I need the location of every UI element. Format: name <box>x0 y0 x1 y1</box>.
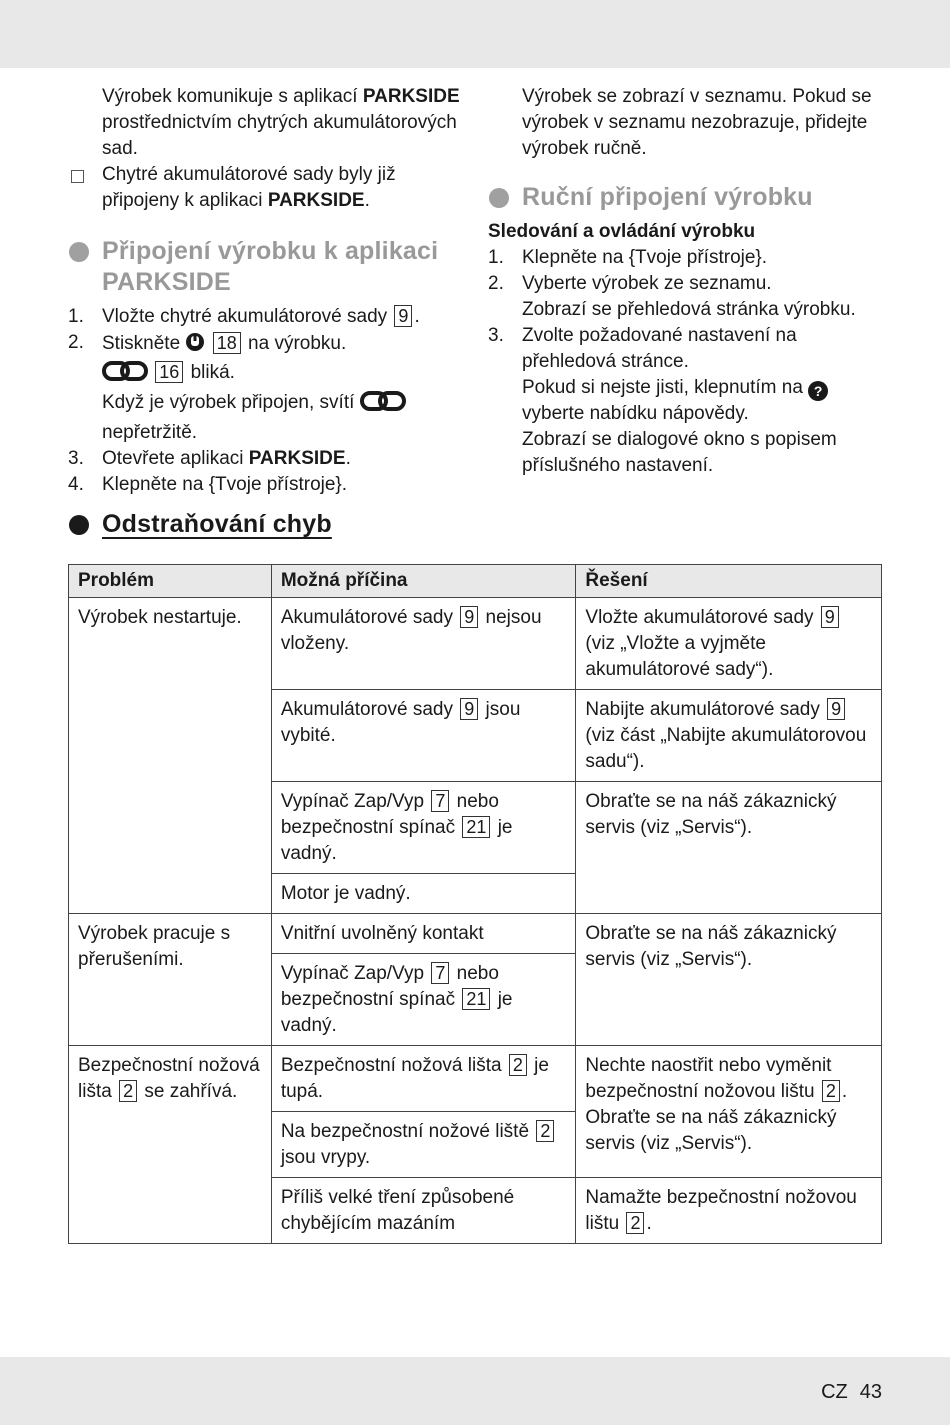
right-step-3 <box>488 323 888 479</box>
step-number: 2. <box>488 273 504 294</box>
solution-cell <box>576 690 882 782</box>
step-note: vyberte nabídku nápovědy. <box>522 403 749 424</box>
solution-text: Obraťte se na náš zákaznický servis (viz „Servis“). <box>585 1107 837 1154</box>
problem-text: se zahřívá. <box>144 1081 238 1102</box>
section-heading-troubleshooting <box>68 509 602 540</box>
part-ref: 9 <box>827 698 845 720</box>
cause-cell <box>271 782 576 874</box>
step-number: 1. <box>488 247 504 268</box>
cause-text: je vadný. <box>280 817 513 864</box>
column-header-problem: Problém <box>69 565 272 598</box>
step-brand: PARKSIDE <box>248 448 346 469</box>
page-number: 43 <box>859 1381 882 1403</box>
intro-rest: prostřednictvím chytrých akumulátorových sad. <box>102 112 457 159</box>
step-number: 3. <box>68 448 84 469</box>
step-number: 1. <box>68 306 84 327</box>
step-1 <box>68 304 468 330</box>
cause-text: Vypínač Zap/Vyp <box>280 791 425 812</box>
step-text: Vyberte výrobek ze seznamu. <box>522 273 772 294</box>
part-ref: 9 <box>394 305 412 327</box>
cause-cell <box>271 1112 576 1178</box>
step-4 <box>68 472 468 498</box>
cause-text: nejsou vloženy. <box>280 607 542 654</box>
solution-text: . <box>841 1081 848 1102</box>
cause-cell <box>271 690 576 782</box>
part-ref: 21 <box>462 816 490 838</box>
column-header-cause: Možná příčina <box>271 565 576 598</box>
cause-text: Motor je vadný. <box>280 883 411 904</box>
problem-cell <box>69 1046 272 1244</box>
table-row <box>69 914 882 954</box>
part-ref: 2 <box>509 1054 527 1076</box>
solution-text: Vložte akumulátorové sady <box>585 607 814 628</box>
solution-text: Nechte naostřit nebo vyměnit bezpečnostní nožovou lištu <box>585 1055 832 1102</box>
solution-cell <box>576 914 882 1046</box>
column-header-solution: Řešení <box>576 565 882 598</box>
solution-text: (viz „Vložte a vyjměte akumulátorové sady“). <box>585 633 774 680</box>
part-ref: 9 <box>460 606 478 628</box>
part-ref: 7 <box>431 962 449 984</box>
part-ref: 9 <box>460 698 478 720</box>
right-step-1 <box>488 245 888 271</box>
cause-cell <box>271 598 576 690</box>
cause-text: jsou vrypy. <box>280 1147 371 1168</box>
heading-text: Odstraňování chyb <box>102 510 332 538</box>
problem-cell <box>69 914 272 1046</box>
language-code: CZ <box>821 1381 848 1403</box>
check-text: Chytré akumulátorové sady byly již připojeny k aplikaci <box>102 164 396 211</box>
check-end: . <box>364 190 370 211</box>
step-note: Pokud si nejste jisti, klepnutím na <box>522 377 803 398</box>
link-icon <box>102 360 148 390</box>
part-ref: 18 <box>213 332 241 354</box>
part-ref: 2 <box>822 1080 840 1102</box>
solution-text: (viz část „Nabijte akumulátorovou sadu“). <box>585 725 867 772</box>
top-band <box>0 0 950 68</box>
right-step-2 <box>488 271 888 323</box>
step-post: . <box>414 306 420 327</box>
heading-text: Ruční připojení výrobku <box>522 183 813 211</box>
cause-text: jsou vybité. <box>280 699 521 746</box>
check-item <box>68 162 468 214</box>
section-heading-connect <box>68 236 468 298</box>
problem-text: Výrobek pracuje s přerušeními. <box>78 923 231 970</box>
step-text: Otevřete aplikaci <box>102 448 244 469</box>
cause-cell <box>271 874 576 914</box>
check-brand: PARKSIDE <box>267 190 365 211</box>
solution-cell <box>576 598 882 690</box>
table-header-row <box>69 565 882 598</box>
part-ref: 2 <box>536 1120 554 1142</box>
cause-text: Na bezpečnostní nožové liště <box>280 1121 530 1142</box>
right-column <box>488 84 888 479</box>
step-text: Stiskněte <box>102 333 181 354</box>
step-text: Zvolte požadované nastavení na přehledová stránce. <box>522 325 797 372</box>
help-icon: ? <box>808 381 828 401</box>
intro-paragraph <box>68 84 468 162</box>
step-number: 2. <box>68 332 84 353</box>
cause-text: Akumulátorové sady <box>280 607 453 628</box>
step-note: Zobrazí se dialogové okno s popisem příslušného nastavení. <box>522 429 837 476</box>
cause-cell <box>271 1178 576 1244</box>
step-text: Klepněte na {Tvoje přístroje}. <box>102 474 348 495</box>
table-row <box>69 1046 882 1112</box>
page-footer <box>809 1381 882 1404</box>
step-post: na výrobku. <box>248 333 347 354</box>
link-icon <box>360 390 406 420</box>
part-ref: 7 <box>431 790 449 812</box>
cause-cell <box>271 914 576 954</box>
left-column <box>68 84 468 498</box>
cause-text: Vnitřní uvolněný kontakt <box>280 923 484 944</box>
step-note: Když je výrobek připojen, svítí <box>102 392 355 413</box>
solution-cell <box>576 782 882 914</box>
solution-text: . <box>646 1213 652 1234</box>
cause-text: nebo bezpečnostní spínač <box>280 963 499 1010</box>
cause-cell <box>271 954 576 1046</box>
cause-text: je tupá. <box>280 1055 549 1102</box>
power-button-icon <box>185 330 205 360</box>
heading-text: Připojení výrobku k aplikaci PARKSIDE <box>102 237 439 296</box>
cause-text: nebo bezpečnostní spínač <box>280 791 499 838</box>
checkbox-icon <box>71 170 84 183</box>
step-note: Zobrazí se přehledová stránka výrobku. <box>522 299 856 320</box>
cause-text: Příliš velké tření způsobené chybějícím mazáním <box>280 1187 515 1234</box>
cause-text: Akumulátorové sady <box>280 699 453 720</box>
bottom-band <box>0 1357 950 1425</box>
solution-text: Nabijte akumulátorové sady <box>585 699 820 720</box>
step-2 <box>68 330 468 446</box>
table-row <box>69 598 882 690</box>
bullet-dot-icon <box>489 188 509 208</box>
step-note: bliká. <box>190 362 235 383</box>
part-ref: 2 <box>119 1080 137 1102</box>
problem-text: Bezpečnostní nožová lišta <box>78 1055 260 1102</box>
cause-cell <box>271 1046 576 1112</box>
solution-cell <box>576 1178 882 1244</box>
step-post: . <box>345 448 351 469</box>
step-text: Klepněte na {Tvoje přístroje}. <box>522 247 768 268</box>
section-heading-manual <box>488 182 888 213</box>
subheading: Sledování a ovládání výrobku <box>488 221 756 242</box>
intro-brand: PARKSIDE <box>362 86 460 107</box>
bullet-dot-icon <box>69 242 89 262</box>
cause-text: Bezpečnostní nožová lišta <box>280 1055 502 1076</box>
cause-text: je vadný. <box>280 989 513 1036</box>
solution-text: Namažte bezpečnostní nožovou lištu <box>585 1187 857 1234</box>
part-ref: 21 <box>462 988 490 1010</box>
solution-cell <box>576 1046 882 1178</box>
part-ref: 2 <box>626 1212 644 1234</box>
intro-text: Výrobek komunikuje s aplikací <box>102 86 358 107</box>
step-3 <box>68 446 468 472</box>
cause-text: Vypínač Zap/Vyp <box>280 963 425 984</box>
solution-text: Obraťte se na náš zákaznický servis (viz „Servis“). <box>585 791 837 838</box>
troubleshooting-table <box>68 564 882 1244</box>
right-intro: Výrobek se zobrazí v seznamu. Pokud se výrobek v seznamu nezobrazuje, přidejte výrobek ručně. <box>522 86 872 159</box>
part-ref: 16 <box>155 361 183 383</box>
bullet-dot-icon <box>69 515 89 535</box>
part-ref: 9 <box>821 606 839 628</box>
step-note: nepřetržitě. <box>102 422 198 443</box>
step-number: 3. <box>488 325 504 346</box>
step-text: Vložte chytré akumulátorové sady <box>102 306 388 327</box>
solution-text: Obraťte se na náš zákaznický servis (viz „Servis“). <box>585 923 837 970</box>
step-number: 4. <box>68 474 84 495</box>
problem-cell <box>69 598 272 914</box>
problem-text: Výrobek nestartuje. <box>78 607 242 628</box>
